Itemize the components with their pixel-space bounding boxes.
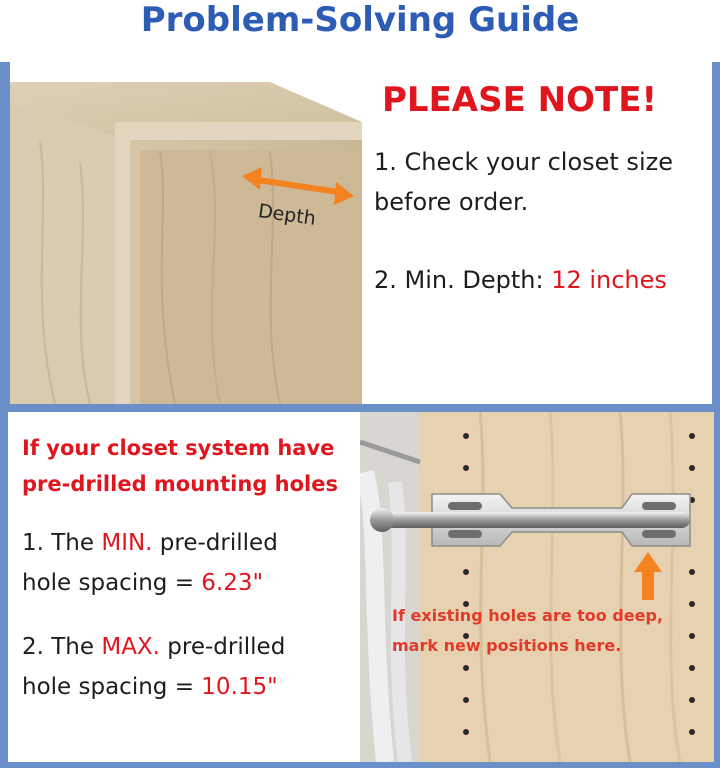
page-title: Problem-Solving Guide	[140, 0, 580, 40]
note-line-1a: 1. Check your closet size	[374, 148, 673, 176]
max-suffix: pre-drilled	[160, 634, 286, 660]
depth-label: Depth	[256, 200, 318, 230]
min-suffix: pre-drilled	[152, 530, 278, 556]
cabinet-illustration	[10, 62, 362, 404]
min-word: MIN.	[101, 530, 153, 556]
max-spacing-prefix: hole spacing =	[22, 674, 202, 700]
note-line-2-prefix: 2. Min. Depth:	[374, 266, 552, 294]
holes-heading-1: If your closet system have	[22, 436, 335, 460]
holes-heading-2: pre-drilled mounting holes	[22, 472, 338, 496]
min-depth-value: 12 inches	[551, 266, 667, 294]
hint-line-1: If existing holes are too deep,	[392, 606, 664, 625]
header-bar	[0, 0, 720, 62]
min-prefix: 1. The	[22, 530, 102, 556]
bracket-image	[360, 412, 714, 762]
max-word: MAX.	[101, 634, 160, 660]
mounting-holes-panel	[8, 412, 360, 762]
note-line-2	[374, 266, 667, 294]
cabinet-image	[10, 62, 362, 404]
max-spacing-line-2	[22, 674, 278, 700]
max-spacing-line-1	[22, 634, 285, 660]
note-title: PLEASE NOTE!	[382, 80, 657, 120]
hint-line-2: mark new positions here.	[392, 636, 622, 655]
bracket-illustration	[360, 412, 714, 762]
max-prefix: 2. The	[22, 634, 102, 660]
min-spacing-line-1	[22, 530, 278, 556]
note-line-1b: before order.	[374, 188, 529, 216]
min-spacing-line-2	[22, 570, 263, 596]
min-spacing-prefix: hole spacing =	[22, 570, 202, 596]
please-note-panel	[362, 62, 712, 404]
max-spacing-value: 10.15"	[201, 674, 278, 700]
min-spacing-value: 6.23"	[201, 570, 264, 596]
